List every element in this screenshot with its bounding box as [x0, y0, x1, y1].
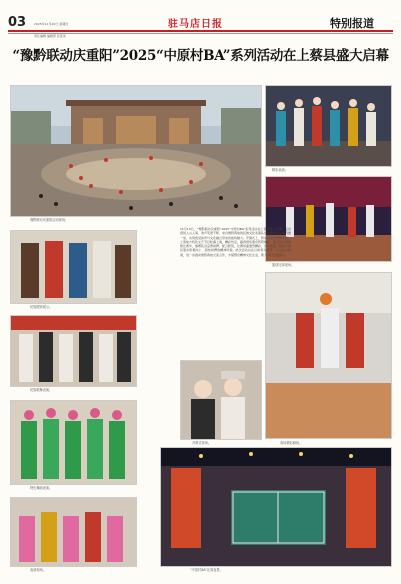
- caption-left-2: 民族歌舞表演。: [30, 388, 53, 392]
- photo-left-3: [10, 400, 137, 485]
- pink-dance-scene: [11, 498, 136, 566]
- performers-scene: [266, 86, 391, 166]
- caption-left-1: 民族服饰展示。: [30, 305, 53, 309]
- page-number: 03: [8, 15, 27, 30]
- photo-left-1: [10, 230, 137, 304]
- caption-top-right: 精彩表演。: [272, 168, 288, 172]
- headline: “豫黔联动庆重阳”2025“中原村BA”系列活动在上蔡县盛大启幕: [12, 48, 389, 64]
- header-rule-thin: [8, 33, 393, 34]
- date-line: [34, 14, 68, 42]
- photo-center-portrait: [180, 360, 262, 440]
- photo-main-crowd: [10, 85, 262, 217]
- portrait-scene: [181, 361, 261, 439]
- dance-scene: [11, 316, 136, 386]
- costume-scene: [11, 231, 136, 303]
- photo-left-2: [10, 315, 137, 387]
- caption-bottom-center: “中原村BA”比赛夜景。: [190, 568, 223, 572]
- caption-mid-right: 篮球比赛现场。: [272, 263, 295, 267]
- section-title: 特别报道: [330, 17, 374, 30]
- game-scene: [266, 273, 391, 438]
- caption-center-portrait: 开幕式现场。: [192, 441, 212, 445]
- caption-left-3: 特色舞蹈表演。: [30, 486, 53, 490]
- caption-main: 豫黔联动庆重阳活动现场。: [30, 218, 69, 222]
- green-dance-scene: [11, 401, 136, 484]
- photo-left-4: [10, 497, 137, 567]
- article-body: 11月19日，“豫黔联动庆重阳”2025“中原村BA”系列活动在上蔡县盛大启幕。活动现场人山人海，欢声笑语不断，来自豫黔两地的民族文化表演队伍和篮球爱好者齐聚一堂，共同感受体育与文化融合带来的独特魅力。开幕式上，黔东南民族歌舞表演、上蔡地方特色文艺节目轮番上演，精彩纷呈，赢得现场观众阵阵喝彩。随后进行的篮球比赛中，参赛队员奋勇拼搏、配合默契，比赛场面激烈精彩，充分展现了新时代农民朋友积极向上、团结拼搏的精神风貌。此次活动旨在以体育为纽带，以文化为桥梁，进一步推动豫黔两地交流合作，丰富群众精神文化生活，助力乡村全面振兴。: [180, 227, 291, 257]
- editor-text: 责任编辑 编辑部 张某某: [34, 34, 66, 38]
- arena-scene: [161, 448, 391, 566]
- photo-bottom-center: [160, 447, 392, 567]
- header-rule: [8, 30, 393, 32]
- caption-left-4: 表演现场。: [30, 568, 46, 572]
- photo-bottom-right-small: [265, 272, 392, 439]
- caption-bottom-right-small: 赛场精彩瞬间。: [280, 441, 303, 445]
- crowd-scene: [11, 86, 261, 216]
- paper-name: 驻马店日报: [168, 19, 223, 30]
- date-text: 2025年11月20日 星期四: [34, 22, 69, 26]
- photo-top-right: [265, 85, 392, 167]
